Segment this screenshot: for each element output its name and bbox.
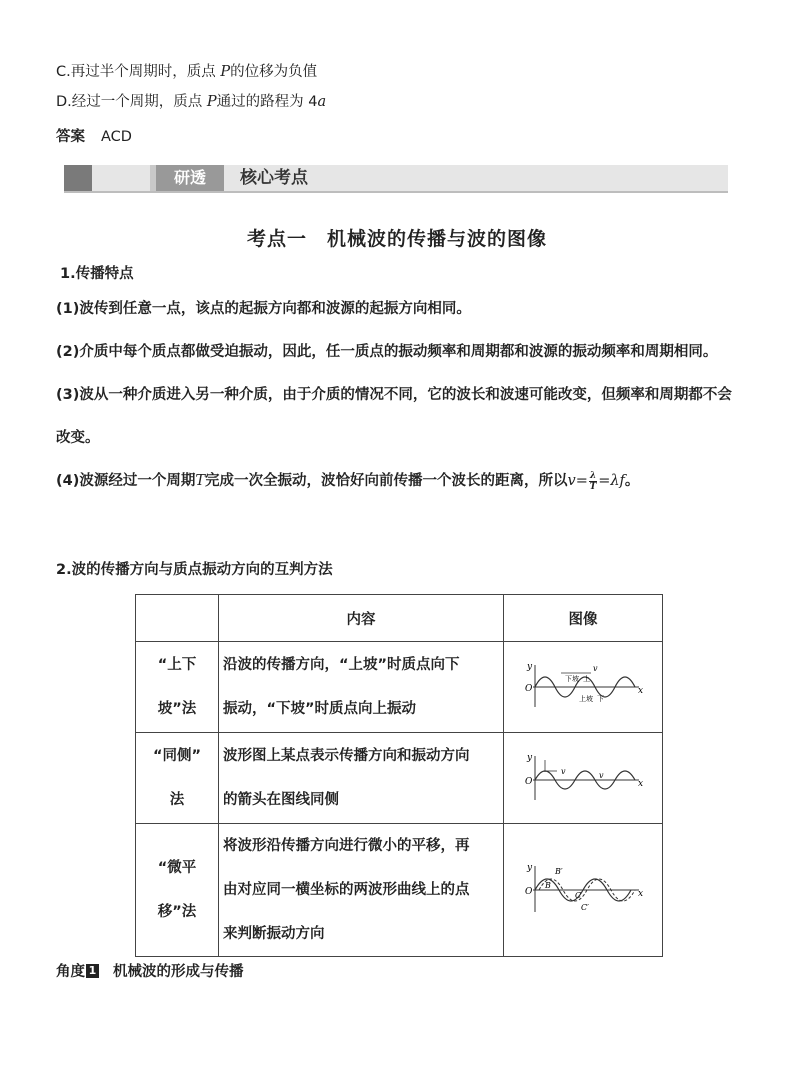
banner-title: 核心考点 [240,168,308,188]
topic-heading: 考点一 机械波的传播与波的图像 [246,228,547,250]
point-b-prime: B′ [555,867,563,876]
v-label-2: v [599,771,604,780]
answer-label: 答案 [56,129,85,145]
up-slope-label: 上坡 [579,695,593,703]
method-table [135,594,663,957]
image-cell [504,824,663,957]
table-row [136,733,663,824]
banner-block [64,165,92,191]
method-cell: “同侧” 法 [136,733,219,824]
y-label: y [527,662,533,672]
method-cell: “微平 移”法 [136,824,219,957]
answer-line [56,125,132,146]
content-cell: 沿波的传播方向，“上坡”时质点向下 振动，“下坡”时质点向上振动 [219,642,504,733]
same-side-diagram [521,750,645,802]
header-content: 内容 [219,595,504,642]
section2-title: 2.波的传播方向与质点振动方向的互判方法 [56,562,333,578]
angle-heading [56,960,244,981]
origin-label: O [525,684,533,694]
section1-title: 1.传播特点 [60,266,134,282]
shift-wave-diagram [521,860,645,916]
table-row [136,642,663,733]
x-label: x [638,779,644,789]
section-banner [64,165,728,193]
point-b: B [545,881,551,890]
angle-number: 1 [86,964,99,978]
angle-title: 机械波的形成与传播 [113,964,244,980]
banner-tab: 研透 [156,165,224,191]
table-header-row [136,595,663,642]
v-label-1: v [561,767,566,776]
item-2: (2)介质中每个质点都做受迫振动，因此，任一质点的振动频率和周期都和波源的振动频率和周期相同。 [56,344,718,360]
content-cell: 波形图上某点表示传播方向和振动方向 的箭头在图线同侧 [219,733,504,824]
item-3: (3)波从一种介质进入另一种介质，由于介质的情况不同，它的波长和波速可能改变，但频率和周期都不会改变。 [56,387,732,446]
slope-wave-diagram [521,659,645,711]
image-cell [504,733,663,824]
content-cell: 将波形沿传播方向进行微小的平移，再 由对应同一横坐标的两波形曲线上的点 来判断振动方向 [219,824,504,957]
down-slope-label: 下坡 [565,675,579,683]
point-c: C [575,891,582,900]
up-mark: 下 [597,695,604,703]
fraction: $\frac{\lambda}{T}$ [589,470,597,492]
origin-label: O [525,777,533,787]
option-d: D.经过一个周期，质点 P通过的路程为 4a [56,94,327,110]
x-label: x [638,889,644,899]
section1-body [56,288,736,503]
down-mark: 上 [583,675,590,683]
y-label: y [527,753,533,763]
v-label: v [593,664,598,673]
angle-label: 角度 [56,964,85,980]
x-label: x [638,686,644,696]
item-1: (1)波传到任意一点，该点的起振方向都和波源的起振方向相同。 [56,301,471,317]
image-cell [504,642,663,733]
option-c: C.再过半个周期时，质点 P的位移为负值 [56,64,318,80]
point-c-prime: C′ [581,903,589,912]
origin-label: O [525,887,533,897]
header-image: 图像 [504,595,663,642]
header-blank [136,595,219,642]
item-4: (4)波源经过一个周期T完成一次全振动，波恰好向前传播一个波长的距离，所以v= $\frac{\lambda}{T}$ =λf。 [56,470,640,492]
answer-value: ACD [101,129,132,145]
table-row [136,824,663,957]
method-cell: “上下 坡”法 [136,642,219,733]
y-label: y [527,863,533,873]
